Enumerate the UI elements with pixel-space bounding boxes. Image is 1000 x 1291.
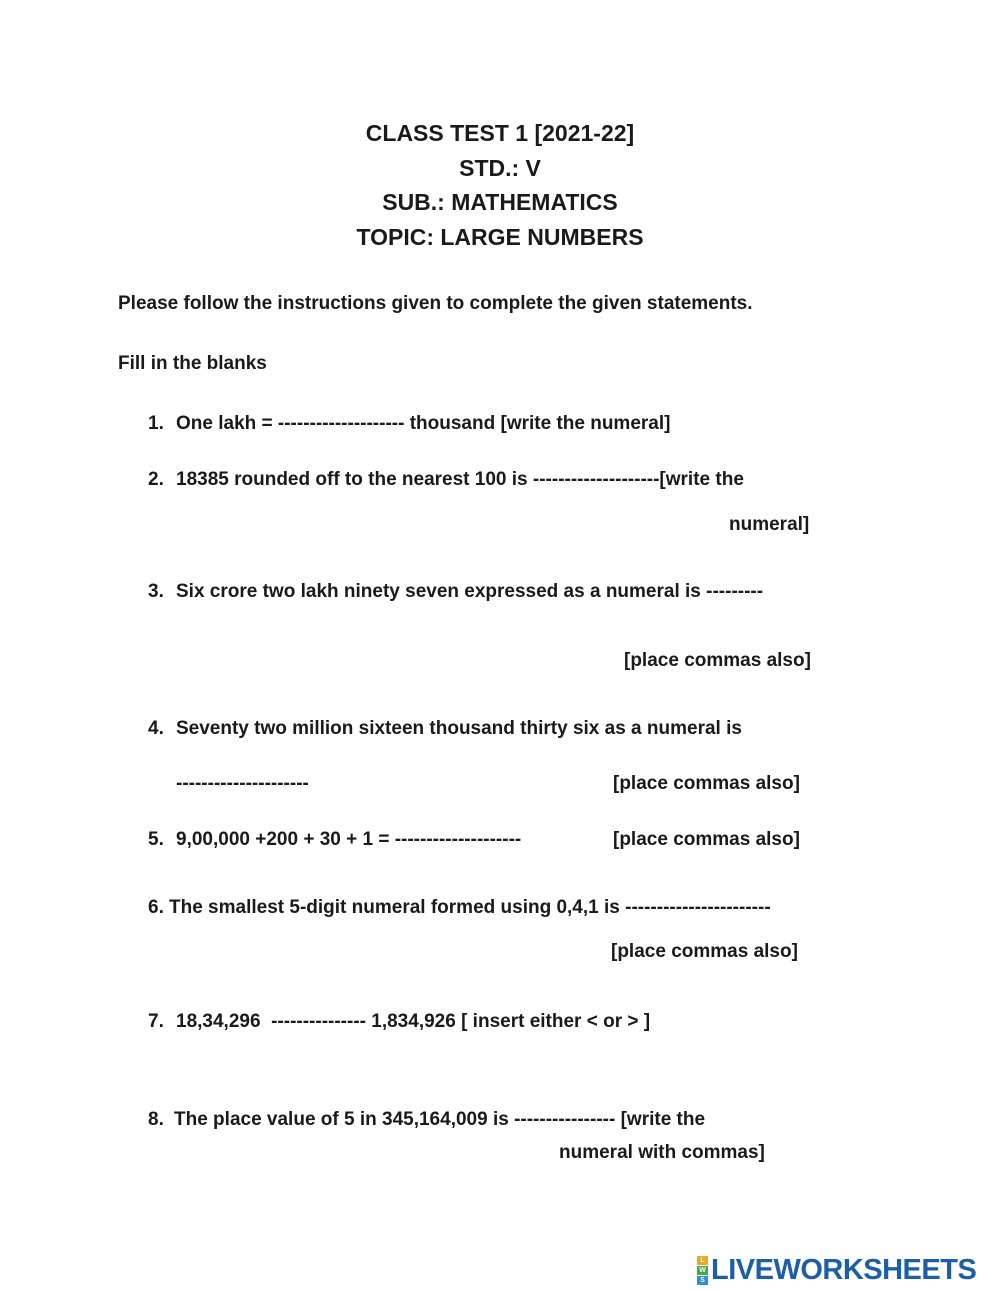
question-continuation: numeral with commas] bbox=[559, 1142, 765, 1163]
question-text: 18385 rounded off to the nearest 100 is --------------------[write the bbox=[176, 469, 744, 490]
question-continuation: [place commas also] bbox=[613, 829, 800, 850]
question-number: 7. bbox=[148, 1011, 164, 1032]
answer-blank: --------------------- bbox=[176, 773, 309, 794]
subject-label: SUB.: MATHEMATICS bbox=[382, 189, 618, 215]
question-text: Six crore two lakh ninety seven expressed as a numeral is --------- bbox=[176, 581, 764, 602]
question-continuation: [place commas also] bbox=[611, 941, 798, 962]
logo-block: S bbox=[697, 1276, 708, 1285]
question-text: 9,00,000 +200 + 30 + 1 = -------------------- bbox=[176, 829, 522, 850]
liveworksheets-logo[interactable] bbox=[697, 1255, 976, 1285]
standard-label: STD.: V bbox=[459, 155, 541, 181]
question-number: 1. bbox=[148, 413, 164, 434]
logo-block: W bbox=[697, 1266, 708, 1275]
section-title: Fill in the blanks bbox=[118, 353, 267, 374]
question-number: 4. bbox=[148, 718, 164, 739]
question-text: The place value of 5 in 345,164,009 is ---------------- [write the bbox=[174, 1109, 706, 1130]
test-title: CLASS TEST 1 [2021-22] bbox=[365, 120, 635, 146]
question-text: One lakh = -------------------- thousand [write the numeral] bbox=[176, 413, 671, 434]
question-number: 8. bbox=[148, 1109, 164, 1130]
logo-blocks-icon bbox=[697, 1256, 708, 1285]
question-number: 6. bbox=[148, 897, 164, 918]
question-text: 18,34,296 --------------- 1,834,926 [ insert either < or > ] bbox=[176, 1011, 651, 1032]
topic-label: TOPIC: LARGE NUMBERS bbox=[356, 224, 644, 250]
question-continuation: [place commas also] bbox=[613, 773, 800, 794]
question-text: Seventy two million sixteen thousand thirty six as a numeral is bbox=[176, 718, 742, 739]
logo-block: L bbox=[697, 1256, 708, 1265]
instructions-text: Please follow the instructions given to complete the given statements. bbox=[118, 293, 753, 314]
question-continuation: [place commas also] bbox=[624, 650, 811, 671]
logo-text: LIVEWORKSHEETS bbox=[711, 1253, 977, 1286]
question-number: 2. bbox=[148, 469, 164, 490]
question-number: 5. bbox=[148, 829, 164, 850]
question-number: 3. bbox=[148, 581, 164, 602]
question-text: The smallest 5-digit numeral formed using 0,4,1 is ----------------------- bbox=[169, 897, 771, 918]
question-continuation: numeral] bbox=[729, 514, 810, 535]
